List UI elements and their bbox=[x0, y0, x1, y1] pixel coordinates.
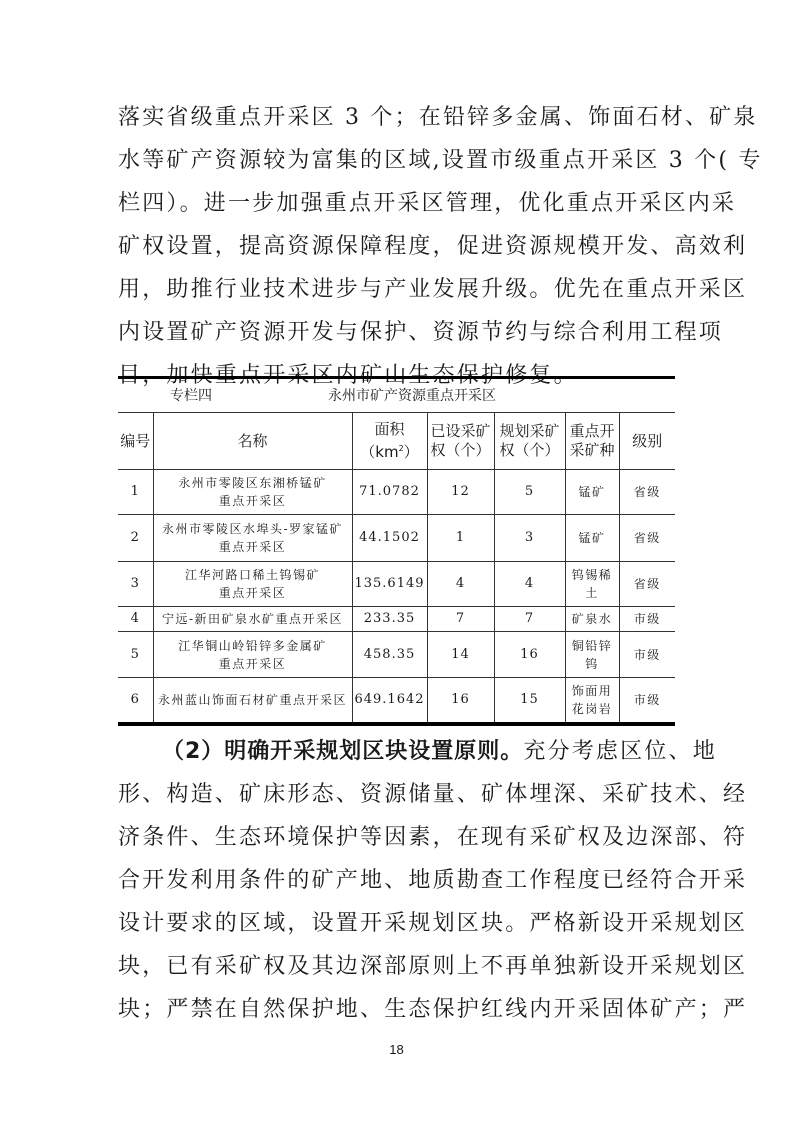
header-mineral bbox=[565, 413, 619, 470]
cell-level-text: 省级 bbox=[633, 531, 661, 545]
header-area-text: 面积（km bbox=[360, 420, 405, 461]
table-header-row bbox=[118, 413, 675, 470]
cell-planned bbox=[494, 678, 565, 724]
cell-mineral-text: 花岗岩 bbox=[571, 701, 613, 716]
text-line bbox=[118, 730, 717, 773]
header-planned-l1: 规划采矿 bbox=[499, 422, 560, 440]
cell-level bbox=[619, 607, 675, 632]
cell-name bbox=[153, 515, 352, 562]
cell-mineral bbox=[565, 632, 619, 678]
cell-id bbox=[118, 632, 153, 678]
cell-level-text: 市级 bbox=[633, 647, 661, 662]
table-row bbox=[118, 470, 675, 515]
section-heading: （2）明确开采规划区块设置原则。 bbox=[162, 739, 524, 764]
cell-name-text: 永州市零陵区东湘桥锰矿 bbox=[178, 476, 327, 490]
text-line: 矿权设置，提高资源保障程度，促进资源规模开发、高效利 bbox=[118, 234, 748, 259]
cell-planned-text: 4 bbox=[524, 576, 535, 591]
cell-existing bbox=[427, 515, 494, 562]
paragraph-intro bbox=[118, 96, 763, 397]
cell-area-text: 44.1502 bbox=[359, 530, 420, 545]
cell-name-text: 重点开采区 bbox=[218, 656, 287, 671]
table-caption bbox=[118, 376, 675, 412]
table-row bbox=[118, 515, 675, 562]
cell-mineral-text: 铜铅锌 bbox=[571, 638, 613, 653]
table-title: 永州市矿产资源重点开采区 bbox=[328, 388, 496, 404]
text-line: 块，已有采矿权及其边深部原则上不再单独新设开采规划区 bbox=[118, 954, 748, 979]
cell-area bbox=[352, 632, 427, 678]
text-line: 栏四）。进一步加强重点开采区管理，优化重点开采区内采 bbox=[118, 191, 737, 216]
cell-area bbox=[352, 470, 427, 515]
cell-level bbox=[619, 515, 675, 562]
cell-name-text: 江华河路口稀土钨锡矿 bbox=[184, 568, 320, 582]
cell-existing-text: 4 bbox=[455, 576, 466, 591]
cell-id bbox=[118, 470, 153, 515]
cell-name bbox=[153, 470, 352, 515]
cell-existing bbox=[427, 632, 494, 678]
cell-level bbox=[619, 562, 675, 607]
cell-mineral bbox=[565, 607, 619, 632]
cell-mineral-text: 矿泉水 bbox=[571, 612, 613, 626]
cell-id-text: 5 bbox=[130, 646, 140, 662]
cell-level-text: 省级 bbox=[633, 577, 661, 591]
cell-level-text: 省级 bbox=[633, 485, 661, 499]
table-row bbox=[118, 607, 675, 632]
page-number: 18 bbox=[389, 1042, 404, 1057]
cell-existing-text: 1 bbox=[455, 530, 466, 545]
cell-mineral-text: 土 bbox=[585, 586, 599, 600]
header-area-sup: 2 bbox=[398, 444, 404, 453]
cell-area-text: 135.6149 bbox=[354, 576, 425, 591]
cell-planned bbox=[494, 632, 565, 678]
header-existing-l2: 权（个） bbox=[430, 441, 491, 459]
cell-area-text: 649.1642 bbox=[354, 691, 425, 707]
cell-existing-text: 7 bbox=[455, 611, 466, 626]
cell-existing bbox=[427, 562, 494, 607]
cell-planned bbox=[494, 515, 565, 562]
cell-mineral-text: 锰矿 bbox=[578, 531, 606, 545]
cell-id-text: 2 bbox=[130, 530, 140, 545]
text-line-rest: 充分考虑区位、地 bbox=[523, 739, 717, 764]
mining-zones-table bbox=[118, 412, 675, 726]
text-line: 块；严禁在自然保护地、生态保护红线内开采固体矿产；严 bbox=[118, 997, 748, 1022]
cell-name-text: 永州蓝山饰面石材矿重点开采区 bbox=[157, 692, 347, 707]
cell-area bbox=[352, 607, 427, 632]
mining-zones-table-block bbox=[118, 376, 675, 726]
header-level: 级别 bbox=[619, 413, 675, 470]
text-line: 水等矿产资源较为富集的区域,设置市级重点开采区 3 个( 专 bbox=[118, 148, 763, 173]
header-planned bbox=[494, 413, 565, 470]
cell-existing bbox=[427, 678, 494, 724]
cell-planned bbox=[494, 470, 565, 515]
cell-mineral-text: 钨锡稀 bbox=[571, 568, 613, 582]
header-planned-l2: 权（个） bbox=[499, 441, 560, 459]
cell-id-text: 1 bbox=[130, 484, 140, 499]
cell-level bbox=[619, 470, 675, 515]
cell-name-text: 宁远-新田矿泉水矿重点开采区 bbox=[161, 612, 344, 626]
cell-name-text: 重点开采区 bbox=[218, 586, 287, 600]
cell-id-text: 6 bbox=[130, 691, 140, 707]
text-line: 济条件、生态环境保护等因素，在现有采矿权及边深部、符 bbox=[118, 825, 748, 850]
cell-name bbox=[153, 632, 352, 678]
cell-planned bbox=[494, 562, 565, 607]
cell-id bbox=[118, 607, 153, 632]
cell-planned-text: 15 bbox=[520, 691, 539, 707]
cell-area-text: 233.35 bbox=[363, 611, 416, 626]
cell-name-text: 永州市零陵区水埠头-罗家锰矿 bbox=[161, 522, 344, 536]
cell-name-text: 江华铜山岭铅锌多金属矿 bbox=[178, 638, 327, 653]
cell-existing bbox=[427, 607, 494, 632]
cell-area-text: 458.35 bbox=[363, 646, 416, 662]
cell-name bbox=[153, 678, 352, 724]
text-line: 落实省级重点开采区 3 个；在铅锌多金属、饰面石材、矿泉 bbox=[118, 105, 758, 130]
cell-existing bbox=[427, 470, 494, 515]
cell-area-text: 71.0782 bbox=[359, 484, 420, 499]
cell-name bbox=[153, 562, 352, 607]
cell-mineral bbox=[565, 562, 619, 607]
cell-planned-text: 7 bbox=[524, 611, 535, 626]
cell-mineral-text: 饰面用 bbox=[571, 683, 613, 698]
cell-planned-text: 3 bbox=[524, 530, 535, 545]
text-line: 用，助推行业技术进步与产业发展升级。优先在重点开采区 bbox=[118, 277, 748, 302]
header-id: 编号 bbox=[118, 413, 153, 470]
cell-name bbox=[153, 607, 352, 632]
header-name: 名称 bbox=[153, 413, 352, 470]
header-area-close: ） bbox=[403, 443, 419, 461]
text-line: 内设置矿产资源开发与保护、资源节约与综合利用工程项 bbox=[118, 320, 724, 345]
column-label: 专栏四 bbox=[170, 388, 212, 404]
cell-name-text: 重点开采区 bbox=[218, 494, 287, 508]
cell-planned-text: 16 bbox=[520, 646, 539, 662]
cell-level-text: 市级 bbox=[633, 692, 661, 707]
text-line: 设计要求的区域，设置开采规划区块。严格新设开采规划区 bbox=[118, 911, 748, 936]
cell-id bbox=[118, 515, 153, 562]
cell-mineral bbox=[565, 470, 619, 515]
cell-area bbox=[352, 562, 427, 607]
table-row bbox=[118, 678, 675, 724]
cell-mineral bbox=[565, 678, 619, 724]
cell-id bbox=[118, 562, 153, 607]
header-mineral-l2: 采矿种 bbox=[569, 441, 615, 459]
header-area bbox=[352, 413, 427, 470]
header-existing bbox=[427, 413, 494, 470]
cell-id-text: 3 bbox=[130, 576, 140, 591]
cell-id bbox=[118, 678, 153, 724]
paragraph-principles bbox=[118, 730, 748, 1031]
table-row bbox=[118, 632, 675, 678]
cell-mineral-text: 锰矿 bbox=[578, 485, 606, 499]
cell-level bbox=[619, 678, 675, 724]
text-line: 目，加快重点开采区内矿山生态保护修复。 bbox=[118, 363, 578, 388]
cell-area bbox=[352, 515, 427, 562]
text-line: 形、构造、矿床形态、资源储量、矿体埋深、采矿技术、经 bbox=[118, 782, 748, 807]
cell-level bbox=[619, 632, 675, 678]
cell-id-text: 4 bbox=[130, 611, 140, 626]
header-mineral-l1: 重点开 bbox=[569, 422, 615, 440]
header-existing-l1: 已设采矿 bbox=[430, 422, 491, 440]
cell-planned-text: 5 bbox=[524, 484, 535, 499]
cell-name-text: 重点开采区 bbox=[218, 540, 287, 554]
text-line: 合开发利用条件的矿产地、地质勘查工作程度已经符合开采 bbox=[118, 868, 748, 893]
table-row bbox=[118, 562, 675, 607]
cell-existing-text: 16 bbox=[451, 691, 470, 707]
cell-area bbox=[352, 678, 427, 724]
cell-existing-text: 14 bbox=[451, 646, 470, 662]
cell-level-text: 市级 bbox=[633, 612, 661, 626]
cell-mineral-text: 钨 bbox=[585, 656, 599, 671]
cell-mineral bbox=[565, 515, 619, 562]
cell-existing-text: 12 bbox=[451, 484, 470, 499]
cell-planned bbox=[494, 607, 565, 632]
